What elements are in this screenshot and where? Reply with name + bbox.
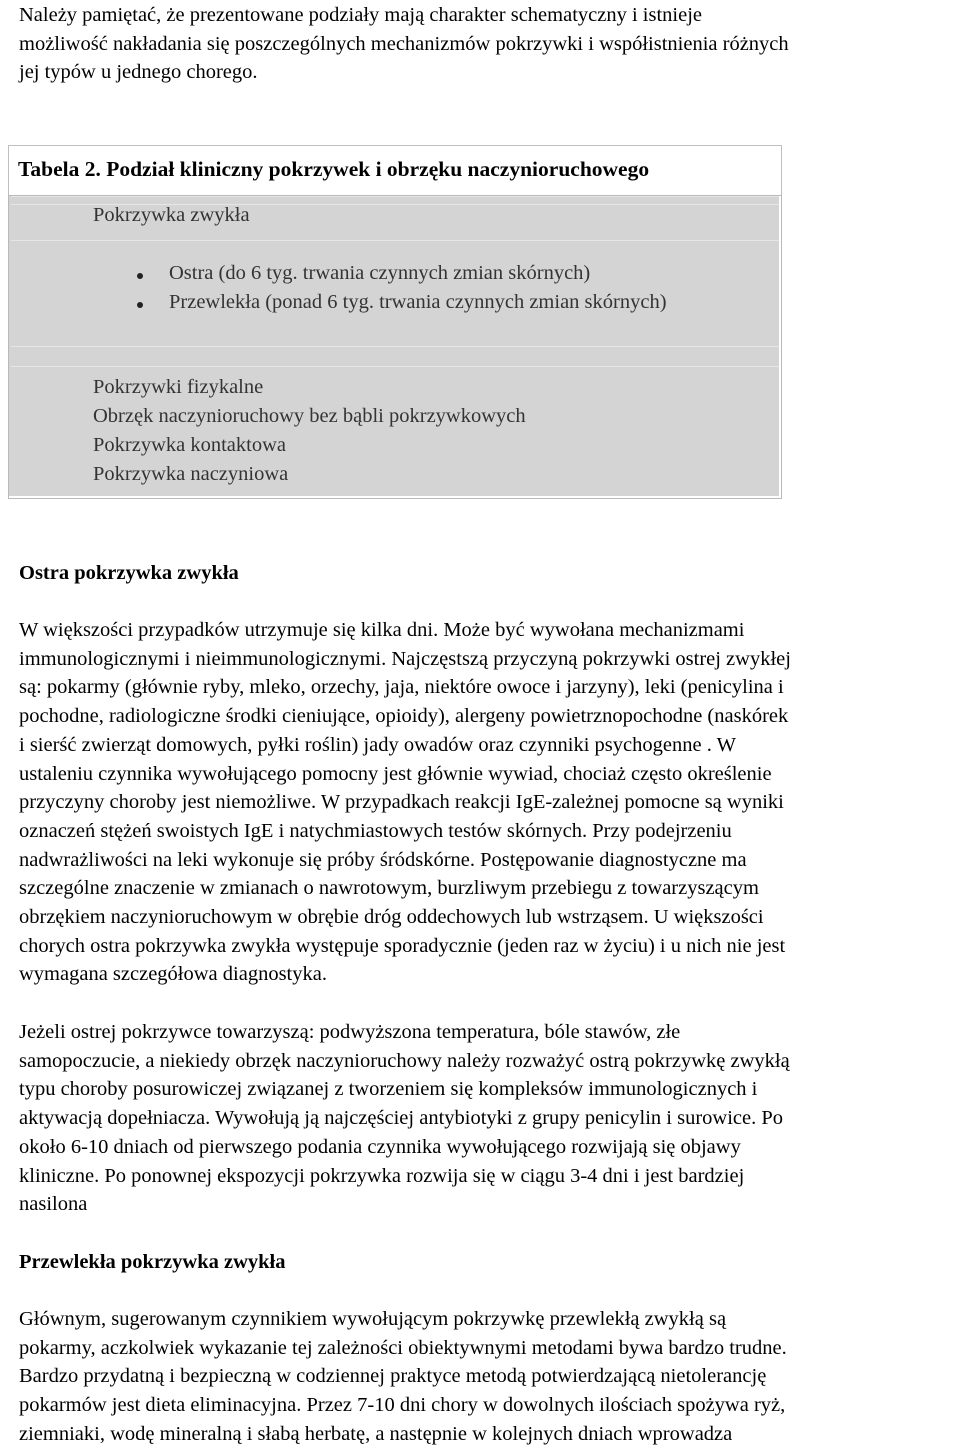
text-line: kliniczne. Po ponownej ekspozycji pokrzywka rozwija się w ciągu 3-4 dni i jest bardziej: [19, 1164, 745, 1187]
table-row-divider: [11, 240, 779, 241]
section-heading-chronic: Przewlekła pokrzywka zwykła: [19, 1251, 286, 1273]
bullet-icon: [137, 302, 143, 308]
text-line: możliwość nakładania się poszczególnych mechanizmów pokrzywki i współistnienia różnych: [19, 32, 789, 55]
classification-table: [8, 195, 782, 499]
chronic-paragraph-1: [19, 1305, 959, 1449]
table-row-divider: [11, 346, 779, 347]
text-line: Należy pamiętać, że prezentowane podziały mają charakter schematyczny i istnieje: [19, 4, 702, 26]
text-line: są: pokarmy (głównie ryby, mleko, orzechy, jaja, niektóre owoce i jarzyny), leki (penicylina i: [19, 676, 784, 699]
table-list-item: Ostra (do 6 tyg. trwania czynnych zmian skórnych): [169, 262, 591, 284]
text-line: nadwrażliwości na leki wykonuje się próby śródskórne. Postępowanie diagnostyczne ma: [19, 848, 747, 871]
text-line: nasilona: [19, 1193, 88, 1216]
text-line: chorych ostra pokrzywka zwykła występuje sporadycznie (jeden raz w życiu) i u nich nie jest: [19, 934, 786, 957]
text-line: pochodne, radiologiczne środki cieniujące, opioidy), alergeny powietrznopochodne (naskórek: [19, 705, 789, 728]
table-row-divider: [11, 366, 779, 367]
text-line: pokarmów jest dieta eliminacyjna. Przez 7-10 dni chory w dowolnych ilościach spożywa ryż,: [19, 1394, 786, 1417]
text-line: wymagana szczegółowa diagnostyka.: [19, 963, 327, 986]
intro-paragraph: [19, 1, 959, 87]
table-type-item: Pokrzywka naczyniowa: [93, 463, 289, 485]
text-line: Bardzo przydatną i bezpieczną w codziennej praktyce metodą potwierdzającą nietolerancję: [19, 1365, 767, 1388]
table-type-item: Obrzęk naczynioruchowy bez bąbli pokrzywkowych: [93, 405, 526, 427]
text-line: ziemniaki, wodę mineralną i słabą herbatę, a następnie w kolejnych dniach wprowadza: [19, 1422, 733, 1445]
text-line: immunologicznymi i nieimmunologicznymi. Najczęstszą przyczyną pokrzywki ostrej zwykłej: [19, 647, 791, 670]
bullet-icon: [137, 273, 143, 279]
table-group-label: Pokrzywka zwykła: [93, 204, 250, 226]
text-line: oznaczeń stężeń swoistych IgE i natychmiastowych testów skórnych. Przy podejrzeniu: [19, 819, 732, 842]
text-line: szczególne znaczenie w zmianach o nawrotowym, burzliwym przebiegu z towarzyszącym: [19, 877, 759, 900]
text-line: przyczyny choroby jest niemożliwe. W przypadkach reakcji IgE-zależnej pomocne są wyniki: [19, 791, 784, 814]
table-list-item: Przewlekła (ponad 6 tyg. trwania czynnych zmian skórnych): [169, 291, 667, 313]
acute-paragraph-2: [19, 1018, 959, 1219]
acute-paragraph-1: [19, 616, 959, 989]
table-type-item: Pokrzywka kontaktowa: [93, 434, 286, 456]
text-line: typu choroby posurowiczej związanej z tworzeniem się kompleksów immunologicznych i: [19, 1078, 758, 1101]
text-line: i sierść zwierząt domowych, pyłki roślin) jady owadów oraz czynniki psychogenne . W: [19, 733, 736, 756]
text-line: pokarmy, aczkolwiek wykazanie tej zależności obiektywnymi metodami bywa bardzo trudne.: [19, 1336, 787, 1359]
text-line: Głównym, sugerowanym czynnikiem wywołującym pokrzywkę przewlekłą zwykłą są: [19, 1308, 727, 1330]
text-line: aktywacją dopełniacza. Wywołują ją najczęściej antybiotyki z grupy penicylin i surowice. Po: [19, 1107, 784, 1130]
text-line: W większości przypadków utrzymuje się kilka dni. Może być wywołana mechanizmami: [19, 619, 745, 641]
table-row-divider: [11, 196, 779, 197]
text-line: Jeżeli ostrej pokrzywce towarzyszą: podwyższona temperatura, bóle stawów, złe: [19, 1021, 681, 1043]
text-line: samopoczucie, a niekiedy obrzęk naczynioruchowy należy rozważyć ostrą pokrzywkę zwykłą: [19, 1049, 790, 1072]
table-type-item: Pokrzywki fizykalne: [93, 376, 264, 398]
table-title: Tabela 2. Podział kliniczny pokrzywek i obrzęku naczynioruchowego: [8, 145, 782, 195]
text-line: jej typów u jednego chorego.: [19, 61, 258, 84]
text-line: obrzękiem naczynioruchowym w obrębie dróg oddechowych lub wstrząsem. U większości: [19, 906, 764, 929]
text-line: około 6-10 dniach od pierwszego podania czynnika wywołującego rozwijają się objawy: [19, 1135, 741, 1158]
text-line: ustaleniu czynnika wywołującego pomocny jest głównie wywiad, chociaż często określenie: [19, 762, 772, 785]
section-heading-acute: Ostra pokrzywka zwykła: [19, 562, 239, 584]
